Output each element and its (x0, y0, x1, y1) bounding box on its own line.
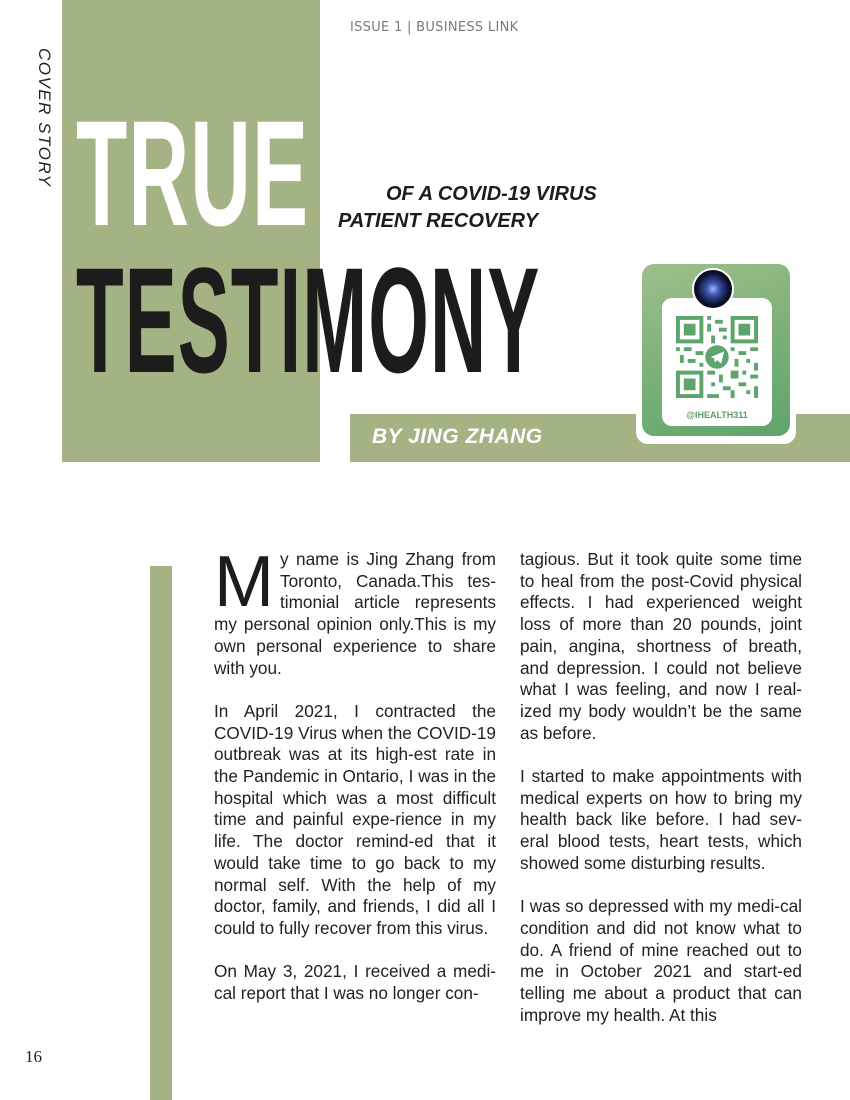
article-column-2 (520, 549, 802, 1048)
page-number: 16 (25, 1047, 42, 1066)
paragraph-4: tagious. But it took quite some time to heal from the post-Covid physical effects. I had experienced weight loss of more than 20 pounds, joint pain, angina, shortness of breath, and depression. I could not believe what I was feeling, and now I real-ized my body wouldn’t be the same as before. (520, 549, 802, 743)
paragraph-1 (214, 542, 496, 679)
paragraph-6: I was so depressed with my medi-cal condition and did not know what to do. A friend of mine reached out to me in October 2021 and start-ed telling me about a product that can improve my health. At this (520, 896, 802, 1025)
qr-code[interactable] (676, 316, 758, 398)
subtitle-line-1: OF A COVID-19 VIRUS (386, 183, 597, 205)
title-line-2-text: TESTIMONY (76, 236, 541, 404)
byline: BY JING ZHANG (372, 425, 543, 448)
subtitle-line-2: PATIENT RECOVERY (338, 210, 539, 232)
profile-avatar (692, 268, 734, 310)
qr-card[interactable] (636, 262, 796, 444)
qr-handle: @IHEALTH311 (686, 410, 748, 420)
title-line-1: TRUE (76, 89, 310, 257)
paragraph-1-text: y name is Jing Zhang from Toronto, Canada.This tes-timonial article represents my personal opinion only.This is my own personal experience to share with you. (214, 549, 496, 678)
article-column-1 (214, 542, 496, 1026)
paragraph-3: On May 3, 2021, I received a medi-cal report that I was no longer con- (214, 961, 496, 1004)
side-accent-bar (150, 566, 172, 1100)
dropcap: M (214, 542, 274, 622)
paragraph-5: I started to make appointments with medical experts on how to bring my health back like before. I had sev-eral blood tests, heart tests, which showed some disturbing results. (520, 766, 802, 873)
issue-header: ISSUE 1 | BUSINESS LINK (350, 20, 519, 35)
section-label: COVER STORY (35, 48, 54, 188)
title-line-2 (76, 236, 541, 404)
subtitle (338, 181, 638, 235)
paragraph-2: In April 2021, I contracted the COVID-19 Virus when the COVID-19 outbreak was at its high-est rate in the Pandemic in Ontario, I was in the hospital which was a most difficult time and painful expe-rience in my life. The doctor remind-ed that it would take time to go back to my normal self. With the help of my doctor, family, and friends, I did all I could to fully recover from this virus. (214, 700, 496, 938)
